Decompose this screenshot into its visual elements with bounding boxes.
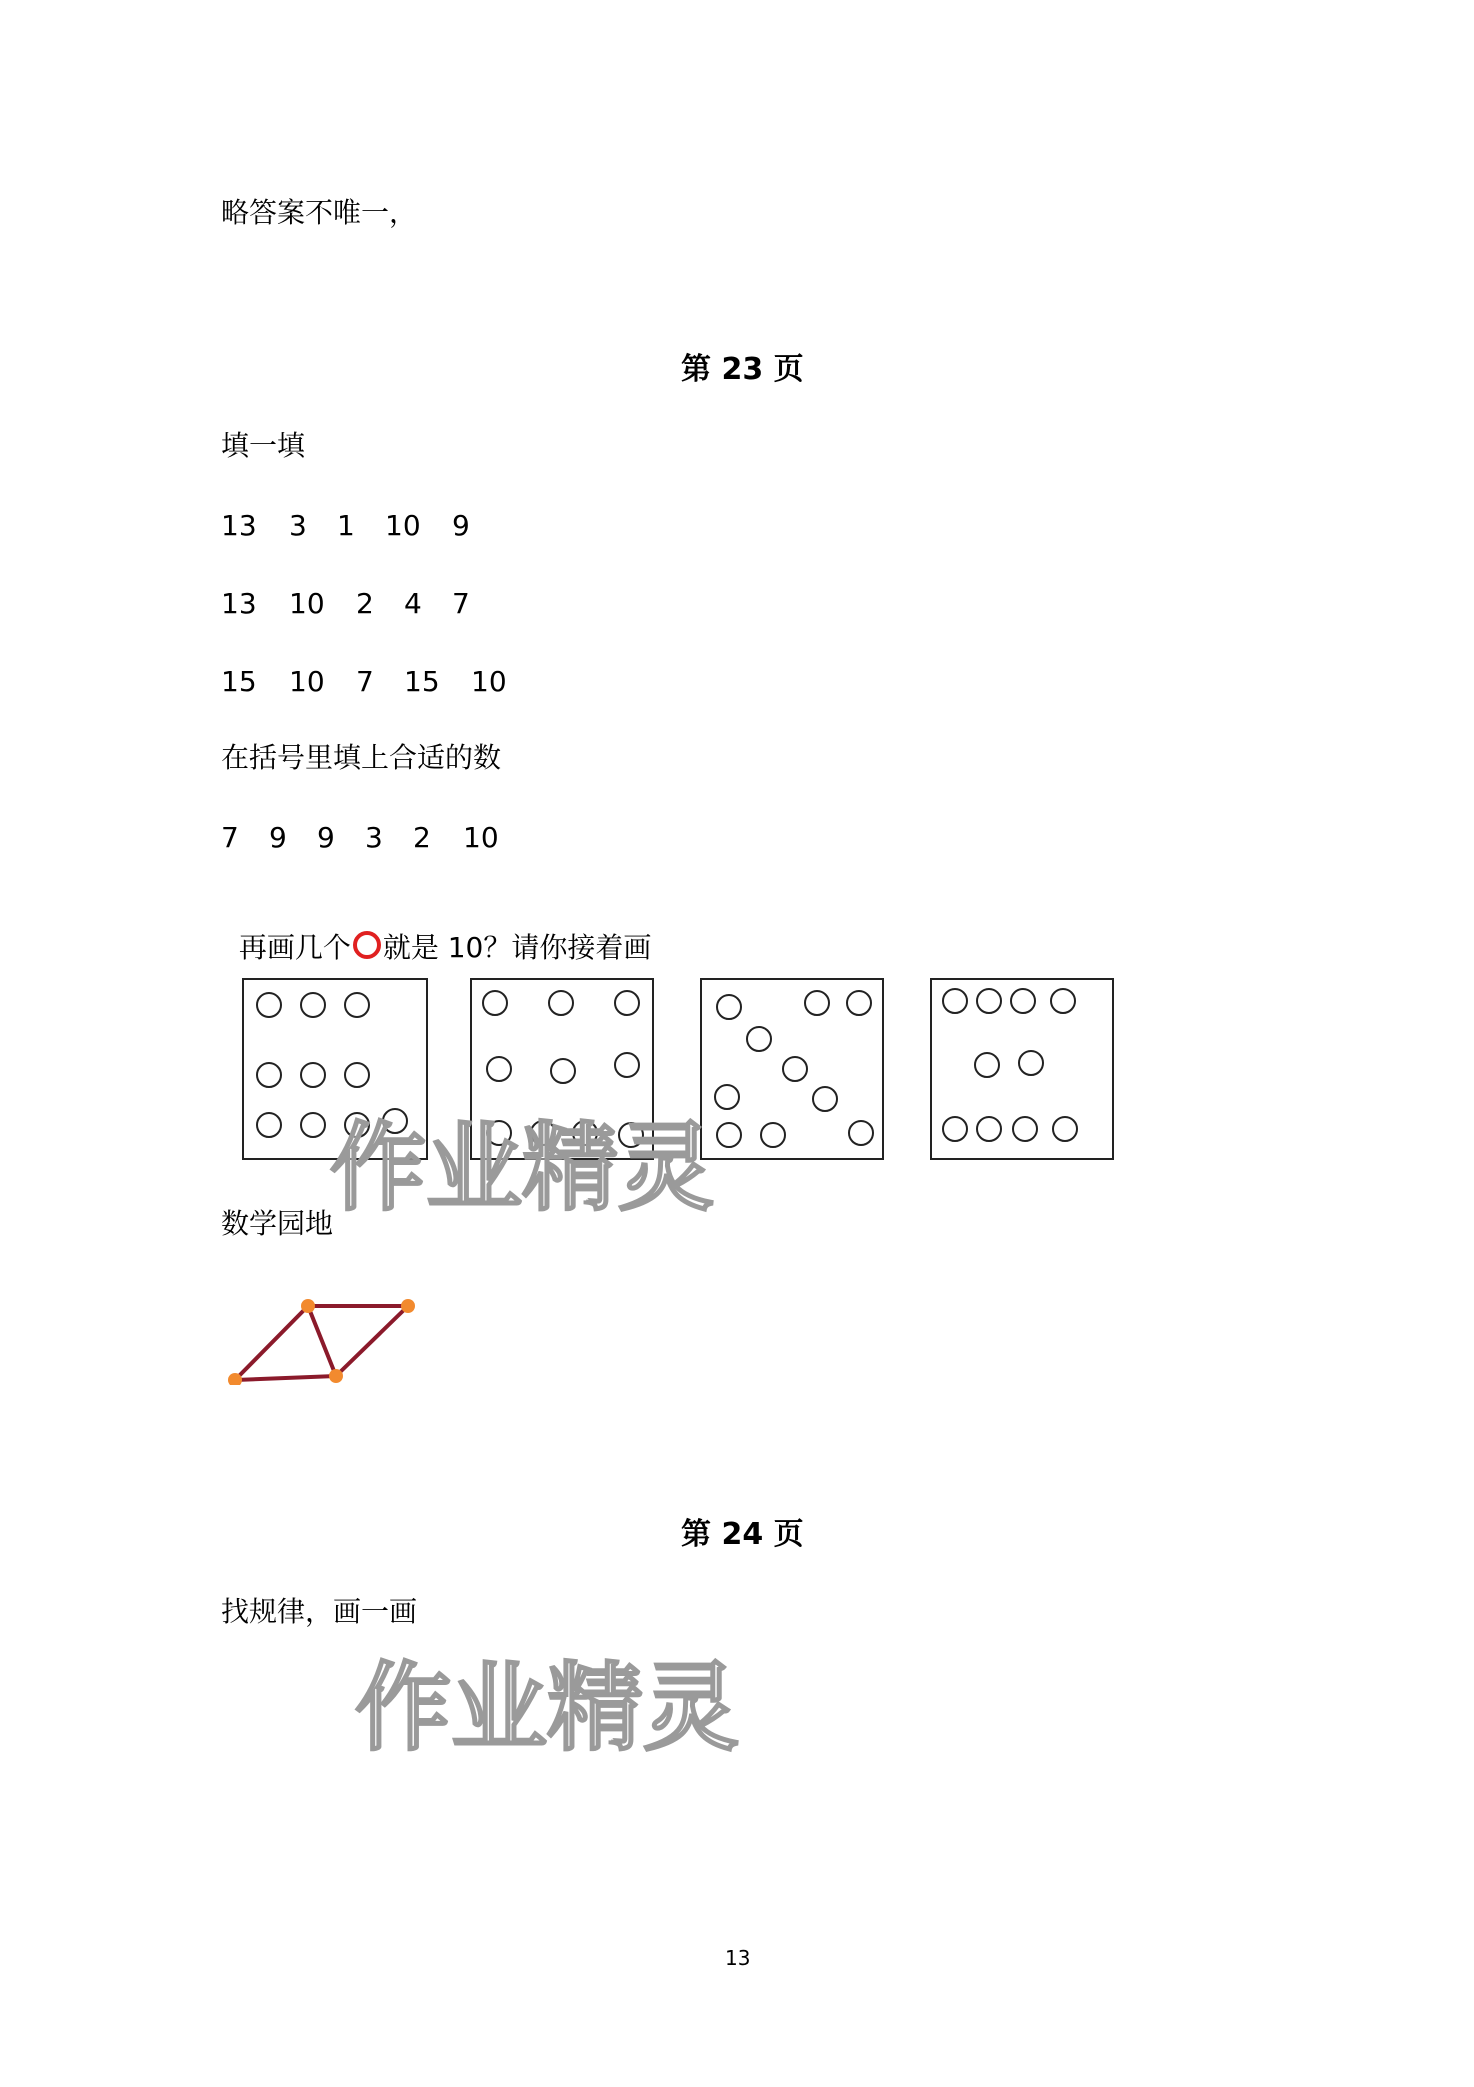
dot-box-4 xyxy=(930,978,1114,1160)
circle-icon xyxy=(714,1084,740,1110)
circle-icon xyxy=(1052,1116,1078,1142)
circle-icon xyxy=(942,1116,968,1142)
section-title-pattern: 找规律，画一画 xyxy=(221,1595,418,1628)
fill-cell: 3 xyxy=(289,509,307,542)
circle-icon xyxy=(300,992,326,1018)
fill-cell: 10 xyxy=(385,509,421,542)
circle-icon xyxy=(486,1120,512,1146)
page-24-heading: 第 24 页 xyxy=(681,1517,804,1552)
circle-icon xyxy=(614,1052,640,1078)
circle-question-before: 再画几个 xyxy=(238,931,351,964)
vertex-point xyxy=(401,1299,415,1313)
fill-cell: 10 xyxy=(289,587,325,620)
circle-icon xyxy=(1018,1050,1044,1076)
circle-icon xyxy=(300,1112,326,1138)
circle-icon xyxy=(716,994,742,1020)
bracket-cell: 9 xyxy=(317,821,335,854)
fill-cell: 10 xyxy=(289,665,325,698)
circle-icon xyxy=(344,992,370,1018)
vertex-point xyxy=(301,1299,315,1313)
fill-cell: 10 xyxy=(471,665,507,698)
circle-icon xyxy=(846,990,872,1016)
circle-icon xyxy=(344,1062,370,1088)
circle-icon xyxy=(716,1122,742,1148)
fill-cell: 1 xyxy=(337,509,355,542)
red-circle-icon xyxy=(353,931,381,959)
section-title-garden: 数学园地 xyxy=(221,1207,334,1240)
dot-box-3 xyxy=(700,978,884,1160)
dot-box-2 xyxy=(470,978,654,1160)
circle-icon xyxy=(760,1122,786,1148)
circle-icon xyxy=(256,1062,282,1088)
vertex-point xyxy=(329,1369,343,1383)
circle-icon xyxy=(804,990,830,1016)
fill-cell: 15 xyxy=(221,665,257,698)
bracket-cell: 9 xyxy=(269,821,287,854)
page-23-heading: 第 23 页 xyxy=(681,352,804,387)
circle-icon xyxy=(782,1056,808,1082)
section-title-brackets: 在括号里填上合适的数 xyxy=(221,741,502,774)
fill-cell: 9 xyxy=(452,509,470,542)
circle-icon xyxy=(746,1026,772,1052)
circle-icon xyxy=(548,990,574,1016)
circle-icon xyxy=(300,1062,326,1088)
circle-icon xyxy=(976,988,1002,1014)
fill-cell: 15 xyxy=(404,665,440,698)
bracket-cell: 2 xyxy=(413,821,431,854)
page-number: 13 xyxy=(725,1946,751,1970)
circle-icon xyxy=(976,1116,1002,1142)
circle-question xyxy=(221,903,651,962)
circle-icon xyxy=(614,990,640,1016)
fill-cell: 7 xyxy=(356,665,374,698)
circle-question-after: 就是 10？请你接着画 xyxy=(382,931,652,964)
fill-cell: 7 xyxy=(452,587,470,620)
circle-icon xyxy=(1050,988,1076,1014)
intro-note: 略答案不唯一， xyxy=(221,196,418,229)
bracket-cell: 3 xyxy=(365,821,383,854)
bracket-cell: 7 xyxy=(221,821,239,854)
circle-icon xyxy=(256,992,282,1018)
circle-icon xyxy=(344,1112,370,1138)
circle-icon xyxy=(618,1122,644,1148)
dot-box-1 xyxy=(242,978,428,1160)
circle-icon xyxy=(848,1120,874,1146)
fill-cell: 13 xyxy=(221,587,257,620)
circle-icon xyxy=(482,990,508,1016)
circle-icon xyxy=(812,1086,838,1112)
watermark: 作业精灵 xyxy=(355,1652,739,1764)
diagonal-line xyxy=(308,1306,336,1376)
fill-cell: 2 xyxy=(356,587,374,620)
circle-icon xyxy=(550,1058,576,1084)
fill-cell: 4 xyxy=(404,587,422,620)
circle-icon xyxy=(530,1120,556,1146)
circle-icon xyxy=(486,1056,512,1082)
circle-icon xyxy=(256,1112,282,1138)
circle-icon xyxy=(974,1052,1000,1078)
circle-icon xyxy=(382,1108,408,1134)
circle-icon xyxy=(942,988,968,1014)
circle-icon xyxy=(1012,1116,1038,1142)
circle-icon xyxy=(1010,988,1036,1014)
section-title-fill: 填一填 xyxy=(221,429,306,462)
watermark: 作业精灵 xyxy=(330,1112,714,1224)
fill-cell: 13 xyxy=(221,509,257,542)
garden-parallelogram-figure xyxy=(220,1290,420,1385)
circle-icon xyxy=(572,1120,598,1146)
bracket-cell: 10 xyxy=(463,821,499,854)
